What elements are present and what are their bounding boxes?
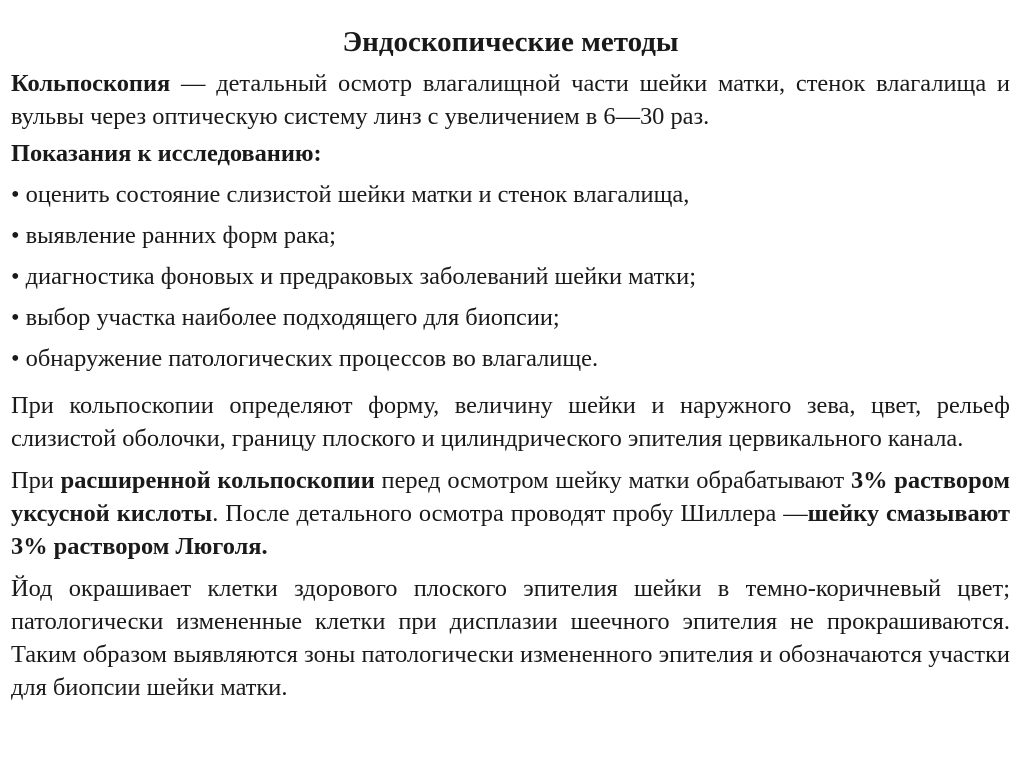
definition-paragraph: [11, 67, 1010, 133]
extended-colposcopy-paragraph: [11, 464, 1010, 563]
indications-heading: Показания к исследованию:: [11, 140, 322, 167]
determine-paragraph: При кольпоскопии определяют форму, величину шейки и наружного зева, цвет, рельеф слизистой оболочки, границу плоского и цилиндрического эпителия цервикального канала.: [11, 392, 1010, 452]
indications-list: [11, 174, 1010, 379]
extended-text-2: перед осмотром шейку матки обрабатывают: [374, 467, 851, 494]
extended-text-3: . После детального осмотра проводят пробу Шиллера —: [212, 500, 808, 527]
extended-text-1: При: [11, 467, 61, 494]
list-item: • обнаружение патологических процессов во влагалище.: [11, 345, 599, 372]
page-title: Эндоскопические методы: [342, 26, 679, 58]
list-item: • оценить состояние слизистой шейки матки и стенок влагалища,: [11, 181, 690, 208]
list-item: • диагностика фоновых и предраковых заболеваний шейки матки;: [11, 263, 696, 290]
definition-term: Кольпоскопия: [11, 70, 171, 97]
definition-text: — детальный осмотр влагалищной части шейки матки, стенок влагалища и вульвы через оптическую систему линз с увеличением в 6—30 раз.: [11, 70, 1010, 130]
extended-bold-2: 3% раствором уксусной кислоты: [11, 467, 1010, 527]
iodine-paragraph: Йод окрашивает клетки здорового плоского эпителия шейки в темно-коричневый цвет; патологически измененные клетки при дисплазии шеечного эпителия не прокрашиваются. Таким образом выявляются зоны патологически измененного эпителия и обозначаются участки для биопсии шейки матки.: [11, 575, 1010, 701]
list-item: • выявление ранних форм рака;: [11, 222, 336, 249]
extended-bold-3: шейку смазывают 3% раствором Люголя.: [11, 500, 1010, 560]
list-item: • выбор участка наиболее подходящего для биопсии;: [11, 304, 560, 331]
extended-bold-1: расширенной кольпоскопии: [60, 467, 375, 494]
